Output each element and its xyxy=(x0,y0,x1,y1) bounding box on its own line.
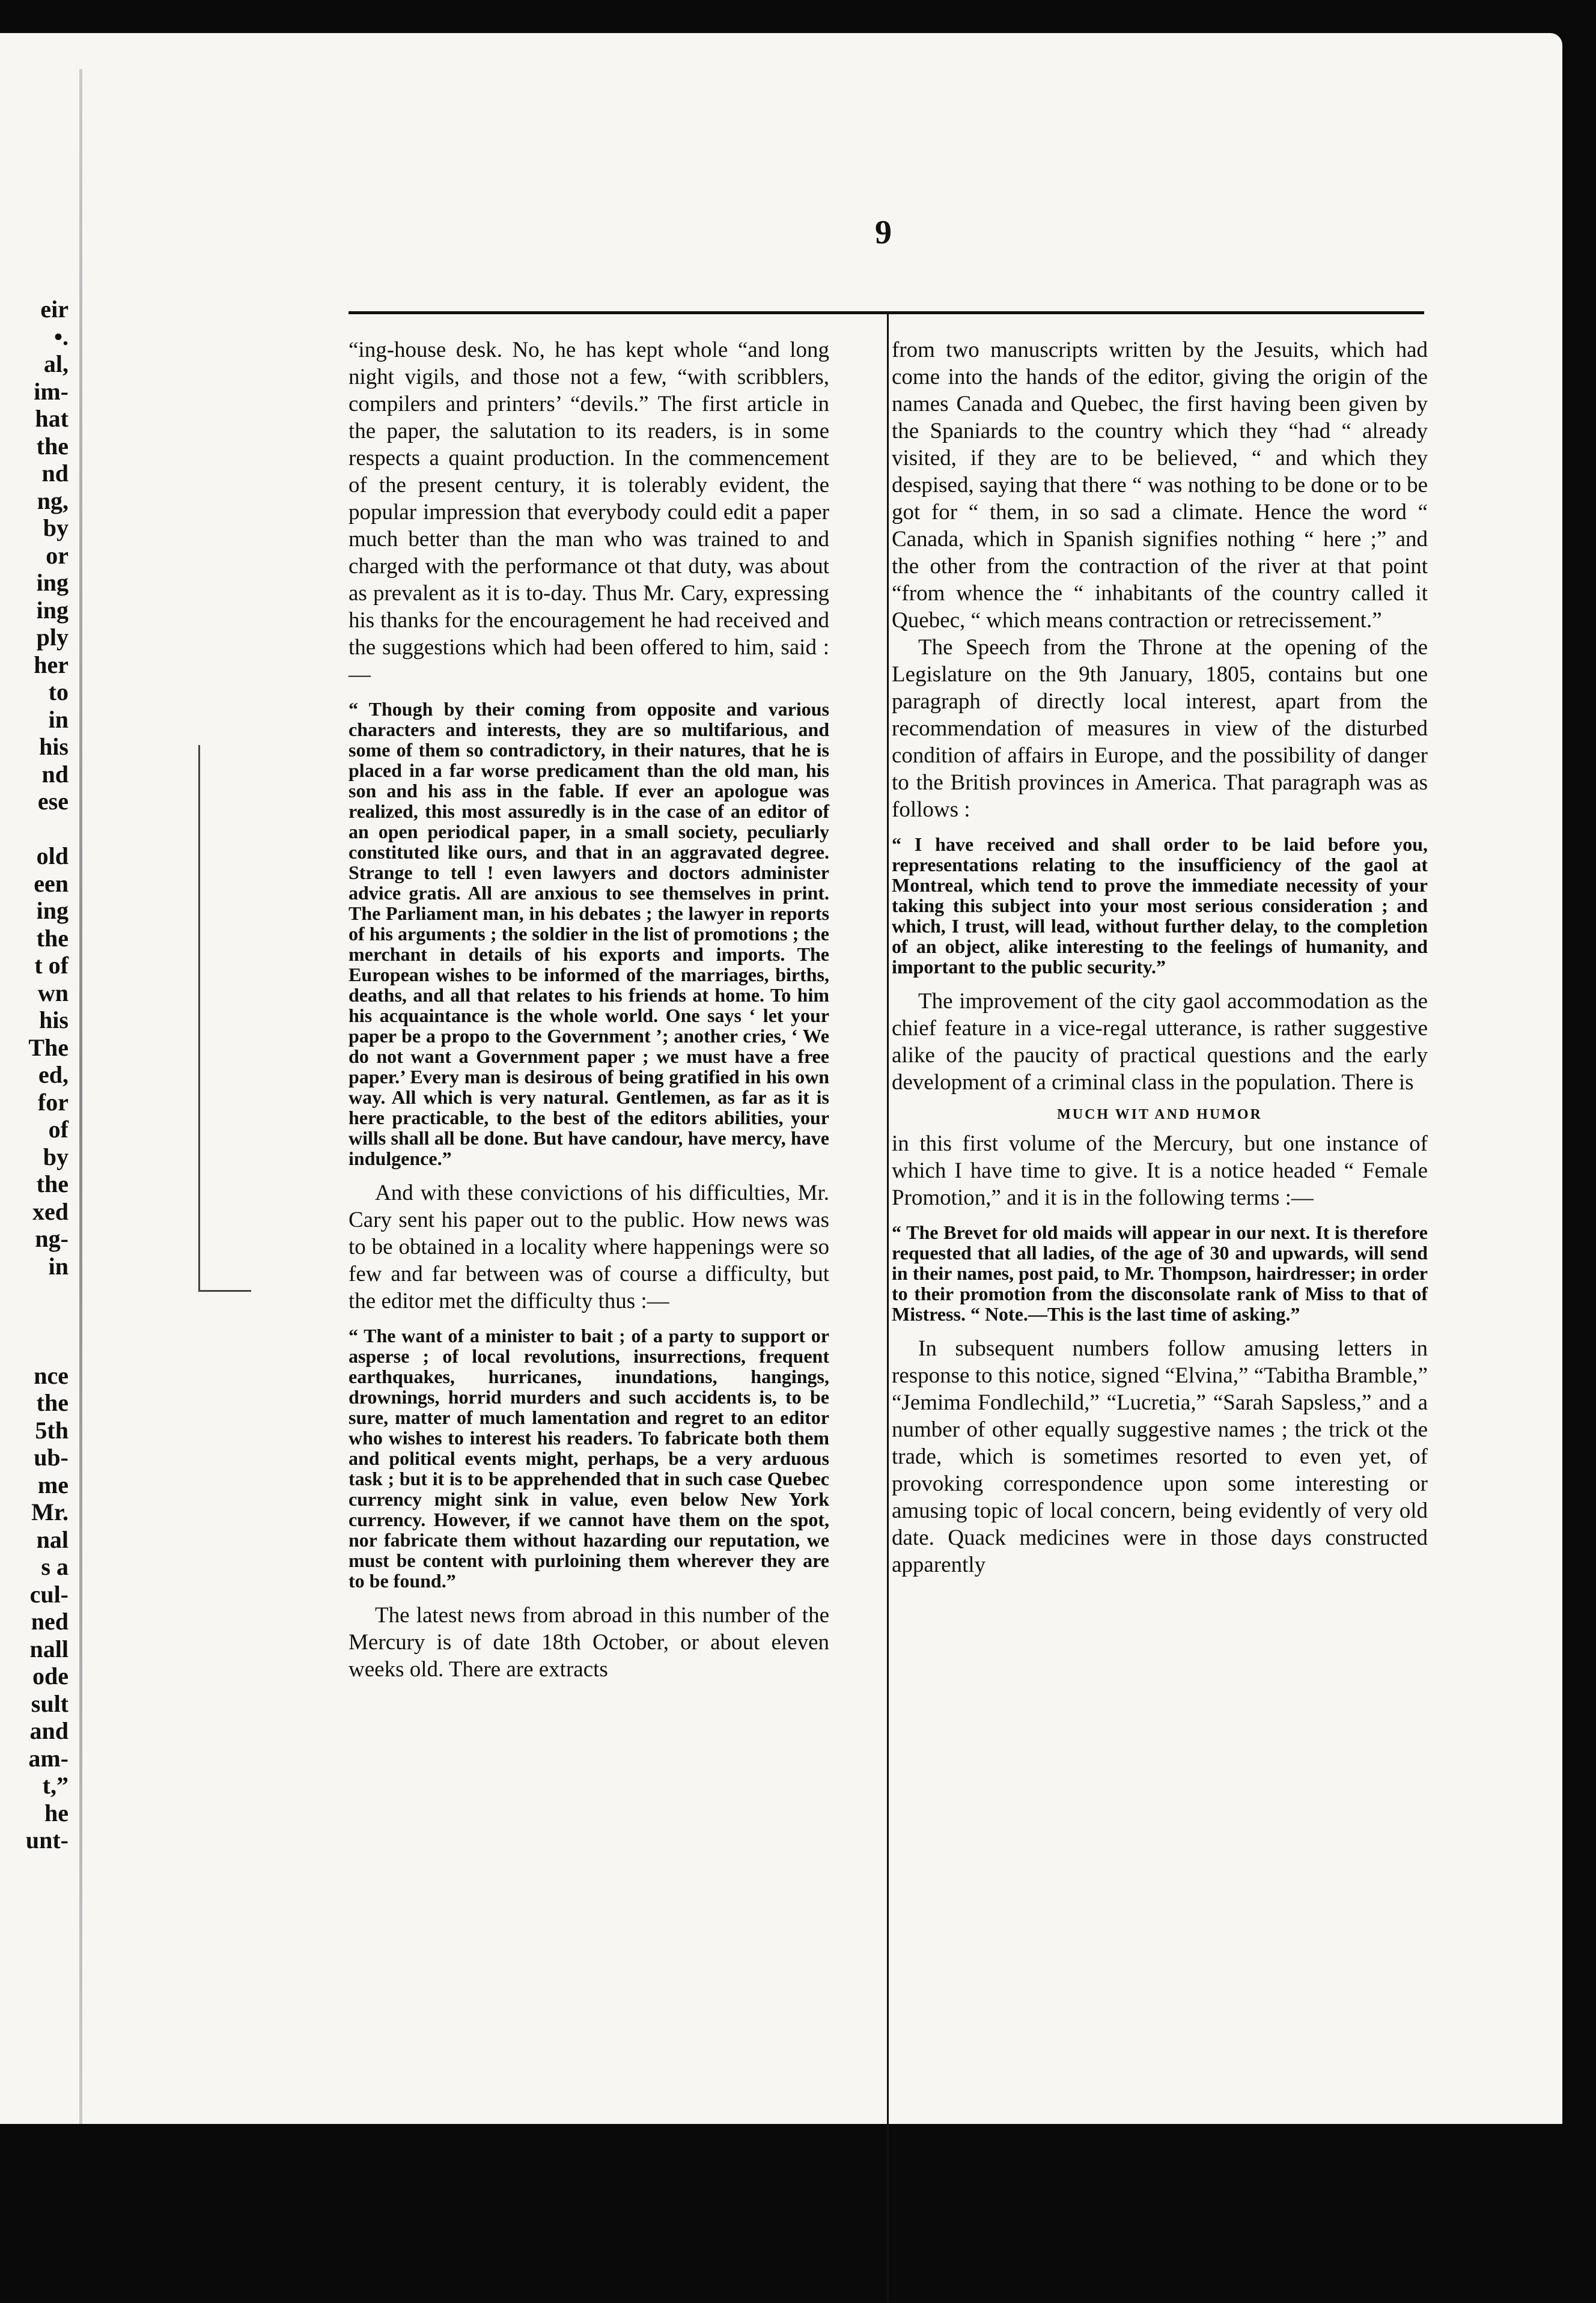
right-column xyxy=(892,336,1428,1578)
block-quote: “ Though by their coming from opposite and various characters and interests, they are so multifarious, and some of them so contradictory, in their natures, that he is placed in a far worse predicament than the old man, his son and his ass in the fable. If ever an apologue was realized, this most assuredly is in the case of an editor of an open periodical paper, in a small society, peculiarly constituted like ours, and that in an aggravated degree. Strange to tell ! even lawyers and doctors administer advice gratis. All are anxious to see themselves in print. The Parliament man, in his debates ; the lawyer in reports of his arguments ; the soldier in the list of promotions ; the merchant in details of his exports and imports. The European wishes to be informed of the marriages, births, deaths, and all that relates to his friends at home. To him his acquaintance is the whole world. One says ‘ let your paper be a propo to the Government ’; another cries, ‘ We do not want a Government paper ; we must have a free paper.’ Every man is desirous of being gratified in his own way. All which is very natural. Gentlemen, as far as it is here practicable, to the best of the editors abilities, your wills shall all be done. But have candour, have mercy, have indulgence.” xyxy=(349,698,829,1169)
margin-fragment: unt- xyxy=(25,1827,69,1854)
margin-fragment: s a xyxy=(41,1553,69,1580)
header-rule xyxy=(349,311,1424,314)
paragraph: In subsequent numbers follow amusing letters in response to this notice, signed “Elvina,” “Tabitha Bramble,” “Jemima Fondlechild,” “Lucretia,” “Sarah Sapsless,” and a number of other equally suggestive names ; the trick ot the trade, which is sometimes resorted to even yet, of provoking correspondence upon some interesting or amusing topic of local concern, being evidently of very old date. Quack medicines were in those days constructed apparently xyxy=(892,1336,1428,1577)
paragraph: in this first volume of the Mercury, but one instance of which I have time to give. It is a notice headed “ Female Promotion,” and it is in the following terms :— xyxy=(892,1131,1428,1210)
margin-bracket-mark xyxy=(198,745,210,1292)
block-quote: “ The Brevet for old maids will appear in our next. It is therefore requested that all ladies, of the age of 30 and upwards, will send in their names, post paid, to Mr. Thompson, hairdresser; in order to their promotion from the disconsolate rank of Miss to that of Mistress. “ Note.—This is the last time of asking.” xyxy=(892,1221,1428,1325)
page-gutter xyxy=(79,69,82,2124)
margin-fragment: the xyxy=(36,432,69,460)
margin-fragment: ing xyxy=(36,596,69,624)
margin-fragment: the xyxy=(36,924,69,952)
margin-fragment: nd xyxy=(41,460,69,487)
margin-fragment: ned xyxy=(31,1608,69,1635)
paragraph: The improvement of the city gaol accommodation as the chief feature in a vice-regal utterance, is rather suggestive alike of the paucity of practical questions and the early development of a criminal class in the population. There is xyxy=(892,989,1428,1095)
paragraph: The Speech from the Throne at the opening of the Legislature on the 9th January, 1805, contains but one paragraph of directly local interest, apart from the recommendation of measures in view of the disturbed condition of affairs in Europe, and the possibility of danger to the British provinces in America. That paragraph was as follows : xyxy=(892,635,1428,822)
margin-fragment: t of xyxy=(34,952,69,979)
margin-fragment: he xyxy=(44,1799,69,1827)
margin-fragment: cul- xyxy=(29,1580,69,1608)
margin-fragment: by xyxy=(43,514,69,541)
margin-fragment: ub- xyxy=(34,1444,69,1471)
margin-fragment: to xyxy=(48,678,69,705)
margin-fragment: The xyxy=(28,1033,69,1061)
margin-fragment: and xyxy=(29,1717,69,1744)
margin-fragment: 5th xyxy=(35,1416,69,1444)
margin-fragment: ed, xyxy=(38,1061,69,1088)
margin-fragment: ng, xyxy=(37,487,69,514)
margin-fragment: me xyxy=(37,1471,69,1498)
margin-fragment: nd xyxy=(41,760,69,788)
margin-fragment: eir xyxy=(40,296,69,323)
paragraph: And with these convictions of his difficulties, Mr. Cary sent his paper out to the public. How news was to be obtained in a locality where happenings were so few and far between was of course a difficulty, but the editor met the difficulty thus :— xyxy=(349,1181,829,1313)
margin-fragment: ing xyxy=(36,897,69,924)
margin-fragment: her xyxy=(34,651,69,678)
paragraph: “ing-house desk. No, he has kept whole “and long night vigils, and those not a few, “with scribblers, compilers and printers’ “devils.” The first article in the paper, the salutation to its readers, is in some respects a quaint production. In the commencement of the present century, it is tolerably evident, the popular impression that everybody could edit a paper much better than the man who was trained to and charged with the performance ot that duty, was about as prevalent as it is to-day. Thus Mr. Cary, expressing his thanks for the encouragement he had received and the suggestions which had been offered to him, said :— xyxy=(349,338,829,687)
section-subheading: MUCH WIT AND HUMOR xyxy=(1057,1107,1262,1122)
margin-fragment: nall xyxy=(29,1635,69,1663)
margin-fragment: ese xyxy=(37,788,69,815)
margin-fragment: t,” xyxy=(42,1772,69,1799)
column-divider xyxy=(887,314,889,2303)
margin-fragment: old xyxy=(36,842,69,869)
margin-fragment: ode xyxy=(32,1663,69,1690)
margin-fragment: nal xyxy=(36,1526,69,1553)
margin-fragment: ply xyxy=(36,624,69,651)
margin-fragment: hat xyxy=(35,405,69,432)
book-page xyxy=(0,33,1562,2124)
page-number: 9 xyxy=(875,214,892,251)
margin-fragment: nce xyxy=(34,1361,69,1389)
margin-fragment: of xyxy=(48,1116,69,1143)
margin-fragment: by xyxy=(43,1143,69,1170)
margin-fragment: in xyxy=(48,1252,69,1280)
margin-fragment: sult xyxy=(31,1690,69,1717)
margin-fragment: his xyxy=(39,733,69,760)
margin-fragment: xed xyxy=(32,1197,69,1225)
margin-fragment: in xyxy=(48,705,69,733)
margin-fragment: or xyxy=(46,541,69,569)
margin-fragment: his xyxy=(39,1006,69,1033)
margin-fragment: ng- xyxy=(35,1225,69,1252)
margin-fragment: the xyxy=(36,1389,69,1416)
block-quote: “ I have received and shall order to be laid before you, representations relating to the insufficiency of the gaol at Montreal, which tend to prove the immediate necessity of your taking this subject into your most serious consideration ; and which, I trust, will lead, without further delay, to the completion of an object, alike interesting to the feelings of humanity, and important to the public security.” xyxy=(892,833,1428,978)
facing-page-edge xyxy=(0,297,72,1860)
paragraph: from two manuscripts written by the Jesuits, which had come into the hands of the editor, giving the origin of the names Canada and Quebec, the first having been given by the Spaniards to the country which they “had “ already visited, if they are to be believed, “ and which they despised, saying that there “ was nothing to be done or to be got for “ them, in so sad a climate. Hence the word “ Canada, which in Spanish signifies nothing “ here ;” and the other from the contraction of the river at that point “from whence the “ inhabitants of the country called it Quebec, “ which means contraction or retrecissement.” xyxy=(892,338,1428,633)
margin-fragment: the xyxy=(36,1170,69,1197)
margin-fragment: am- xyxy=(28,1744,69,1772)
margin-fragment: ing xyxy=(36,569,69,596)
left-column xyxy=(349,336,829,1683)
margin-fragment: een xyxy=(34,869,69,897)
margin-fragment: •. xyxy=(53,323,69,350)
paragraph: The latest news from abroad in this number of the Mercury is of date 18th October, or about eleven weeks old. There are extracts xyxy=(349,1603,829,1682)
block-quote: “ The want of a minister to bait ; of a party to support or asperse ; of local revolutions, insurrections, frequent earthquakes, hurricanes, inundations, hangings, drownings, horrid murders and such accidents is, to be sure, matter of much lamentation and regret to an editor who wishes to interest his readers. To fabricate both them and political events might, perhaps, be a very arduous task ; but it is to be apprehended that in such case Quebec currency might sink in value, even below New York currency. However, if we cannot have them on the spot, nor fabricate them without hazarding our reputation, we must be content with purloining them wherever they are to be found.” xyxy=(349,1325,829,1592)
margin-fragment: for xyxy=(37,1088,69,1116)
margin-fragment: al, xyxy=(43,350,69,377)
margin-fragment: wn xyxy=(37,979,69,1006)
margin-fragment: Mr. xyxy=(31,1498,69,1526)
margin-fragment: im- xyxy=(34,377,69,405)
